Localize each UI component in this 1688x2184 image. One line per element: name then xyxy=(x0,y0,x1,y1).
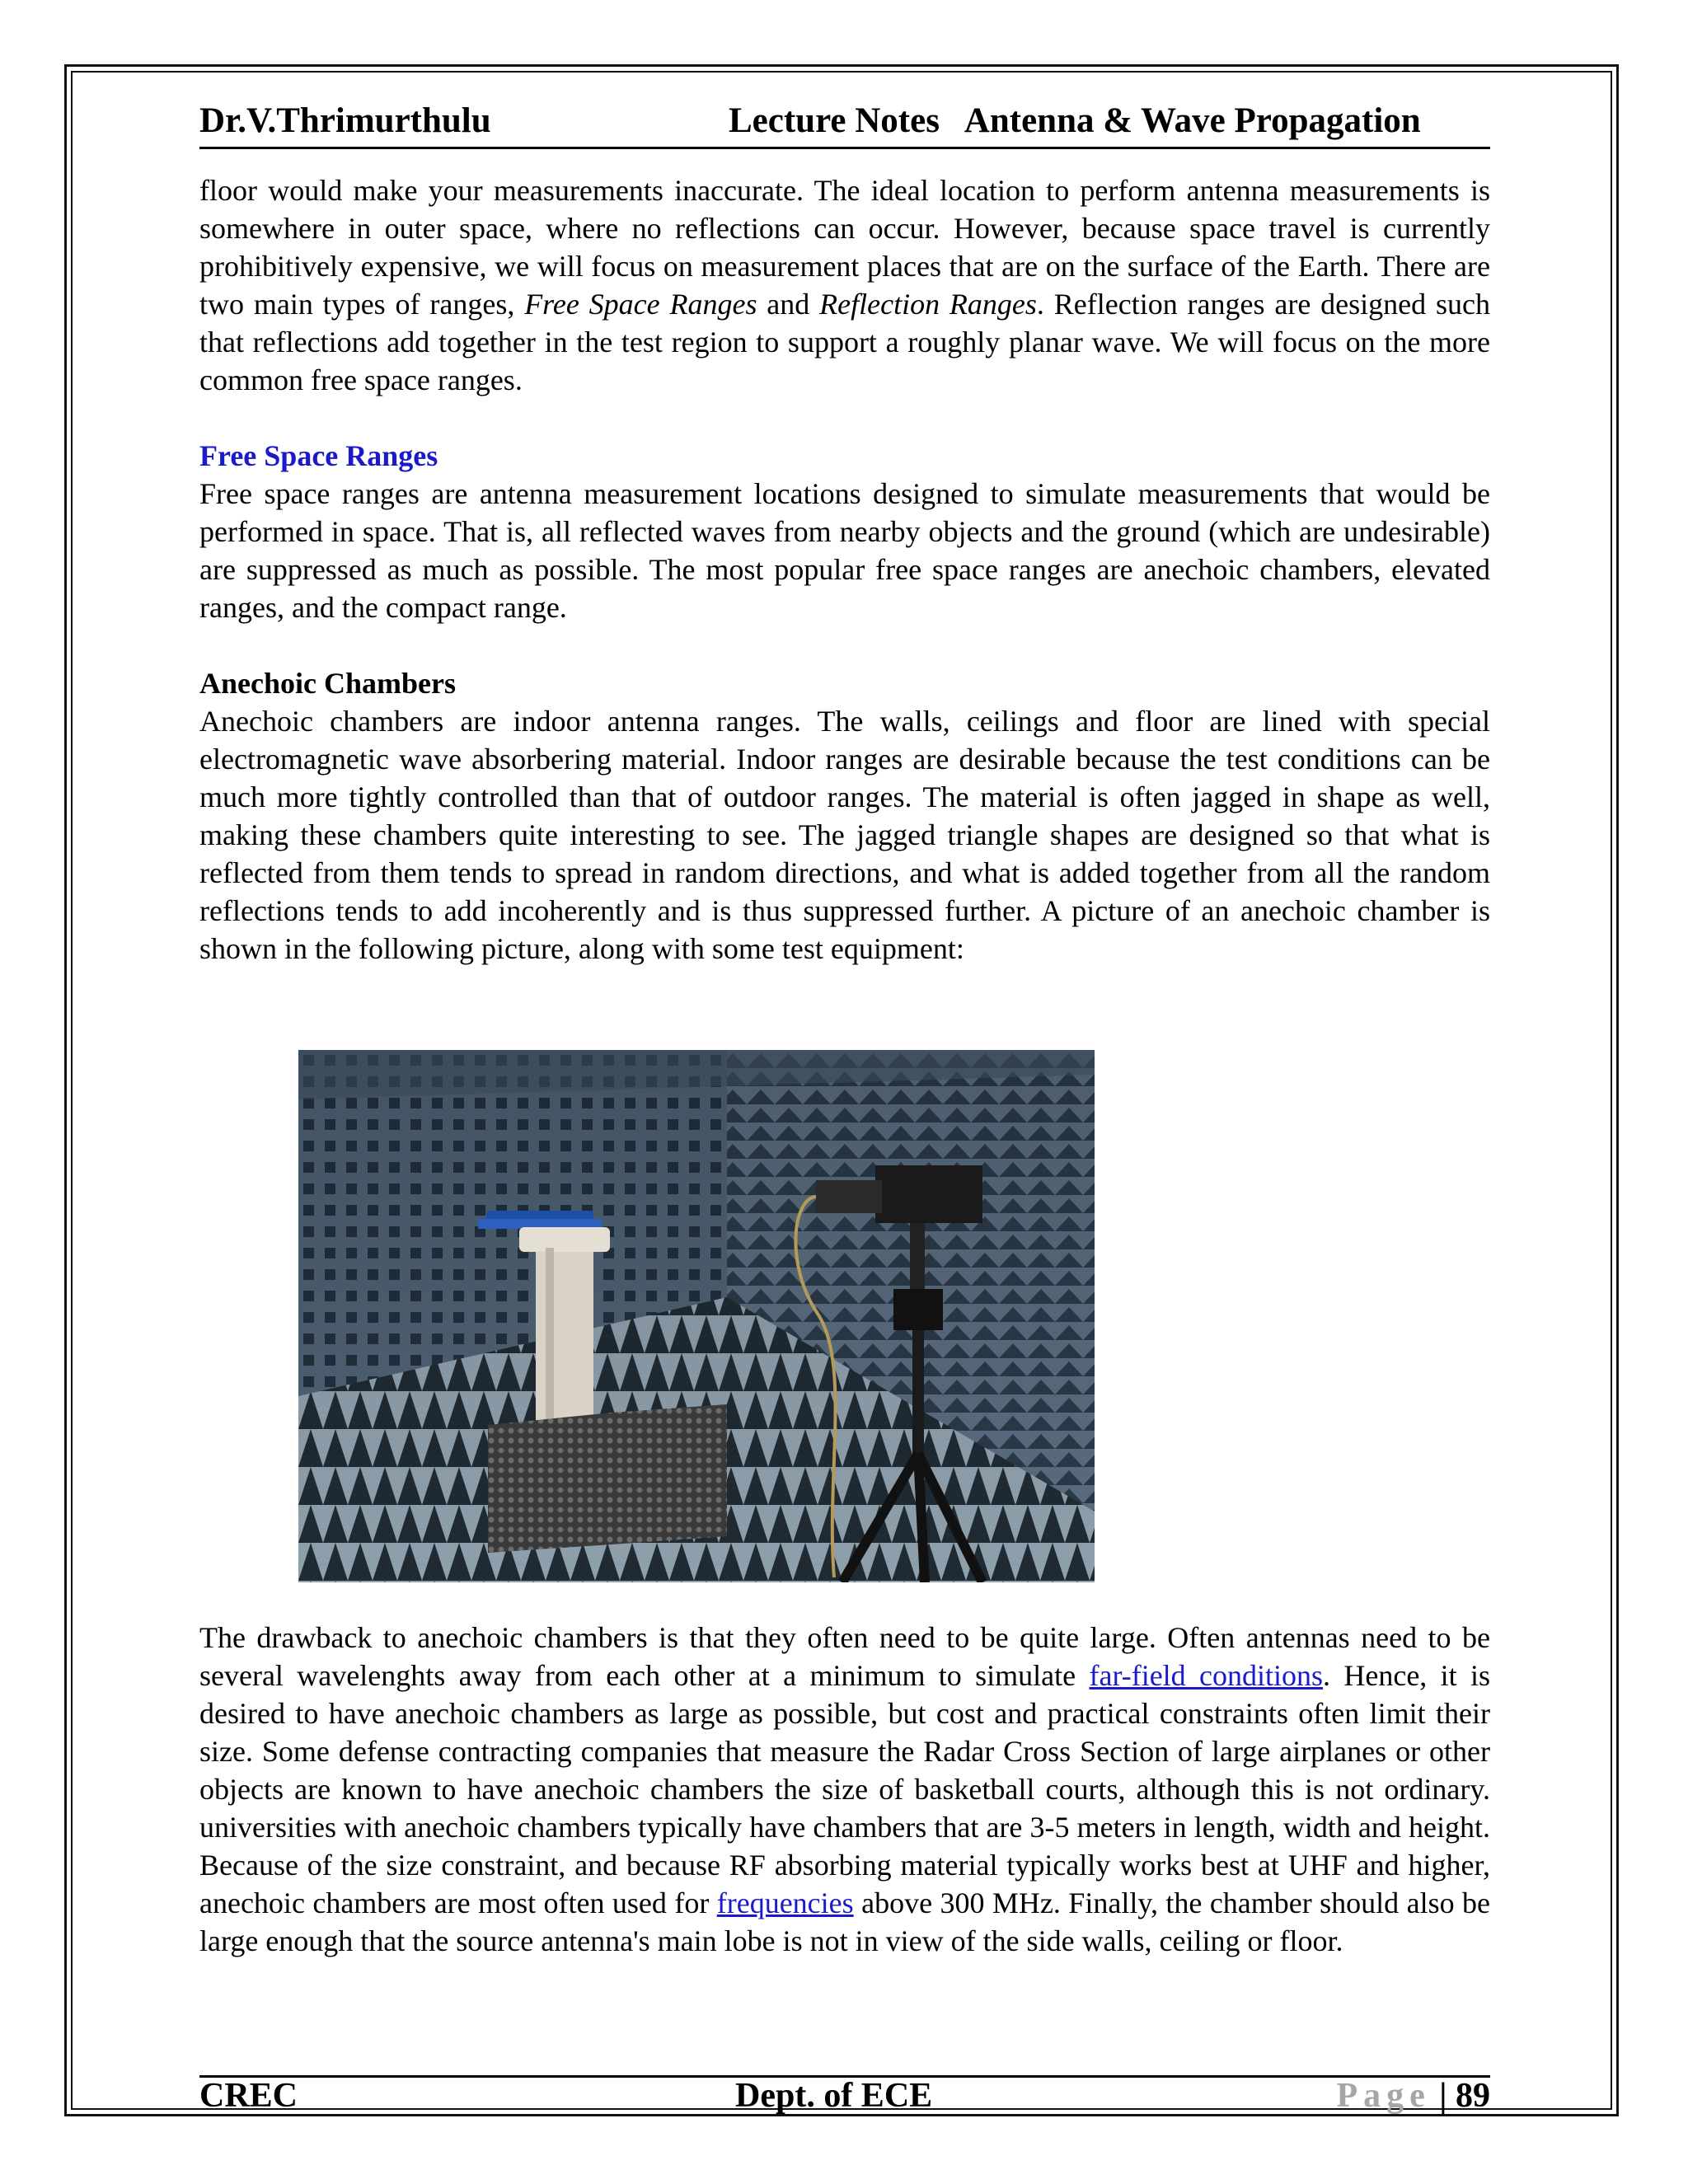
intro-text-1: floor would make your measurements inaccurate. The ideal location to perform antenna measurements is somewhere in outer space, where no reflections can occur. However, because space travel is currently prohibitively expensive, we will focus on measurement places that are on the surface of the Earth. There are two main types of ranges, xyxy=(199,174,1490,321)
drawback-paragraph xyxy=(199,1619,1490,1960)
page-footer xyxy=(199,2075,1490,2119)
drawback-text-2: . Hence, it is desired to have anechoic chambers as large as possible, but cost and practical constraints often limit their size. Some defense contracting companies that measure the Radar Cross Section of large airplanes or other objects are known to have anechoic chambers the size of basketball courts, although this is not ordinary. universities with anechoic chambers typically have chambers that are 3-5 meters in length, width and height. Because of the size constraint, and because RF absorbing material typically works best at UHF and higher, anechoic chambers are most often used for xyxy=(199,1659,1491,1919)
far-field-link[interactable]: far-field conditions xyxy=(1089,1659,1324,1692)
footer-department: Dept. of ECE xyxy=(735,2077,933,2115)
footer-page-value: 89 xyxy=(1456,2077,1490,2115)
header-author: Dr.V.Thrimurthulu xyxy=(199,101,491,140)
footer-page-word: Page xyxy=(1336,2077,1431,2115)
drawback-text-3: above 300 MHz. Finally, the chamber should also be large enough that the source antenna's main lobe is not in view of the side walls, ceiling or floor. xyxy=(199,1886,1491,1957)
intro-text-2: and xyxy=(757,288,820,321)
footer-institution: CREC xyxy=(199,2077,298,2115)
drawback-text-1: The drawback to anechoic chambers is that they often need to be quite large. Often antennas need to be several wavelenghts away from each other at a minimum to simulate xyxy=(199,1621,1490,1692)
anechoic-heading: Anechoic Chambers xyxy=(199,667,456,700)
anechoic-chamber-photo xyxy=(298,1050,1095,1582)
intro-text-3: . Reflection ranges are designed such that reflections add together in the test region to support a roughly planar wave. We will focus on the more common free space ranges. xyxy=(199,288,1490,396)
page-header xyxy=(199,97,1490,149)
free-space-paragraph: Free space ranges are antenna measurement locations designed to simulate measurements that would be performed in space. That is, all reflected waves from nearby objects and the ground (which are undesirable) are suppressed as much as possible. The most popular free space ranges are anechoic chambers, elevated ranges, and the compact range. xyxy=(199,477,1490,624)
header-title: Lecture Notes Antenna & Wave Propagation xyxy=(729,101,1421,140)
frequencies-link[interactable]: frequencies xyxy=(716,1886,854,1919)
footer-page-separator: | xyxy=(1430,2077,1456,2115)
footer-page-number xyxy=(1336,2076,1490,2116)
main-content xyxy=(199,171,1490,968)
intro-emphasis-reflection: Reflection Ranges xyxy=(819,288,1037,321)
free-space-heading: Free Space Ranges xyxy=(199,439,438,472)
intro-emphasis-free-space: Free Space Ranges xyxy=(524,288,757,321)
anechoic-paragraph: Anechoic chambers are indoor antenna ranges. The walls, ceilings and floor are lined with special electromagnetic wave absorbering material. Indoor ranges are desirable because the test conditions can be much more tightly controlled than that of outdoor ranges. The material is often jagged in shape as well, making these chambers quite interesting to see. The jagged triangle shapes are designed so that what is reflected from them tends to spread in random directions, and what is added together from all the random reflections tends to add incoherently and is thus suppressed further. A picture of an anechoic chamber is shown in the following picture, along with some test equipment: xyxy=(199,705,1490,965)
intro-paragraph xyxy=(199,171,1490,399)
drawback-section xyxy=(199,1619,1490,1960)
